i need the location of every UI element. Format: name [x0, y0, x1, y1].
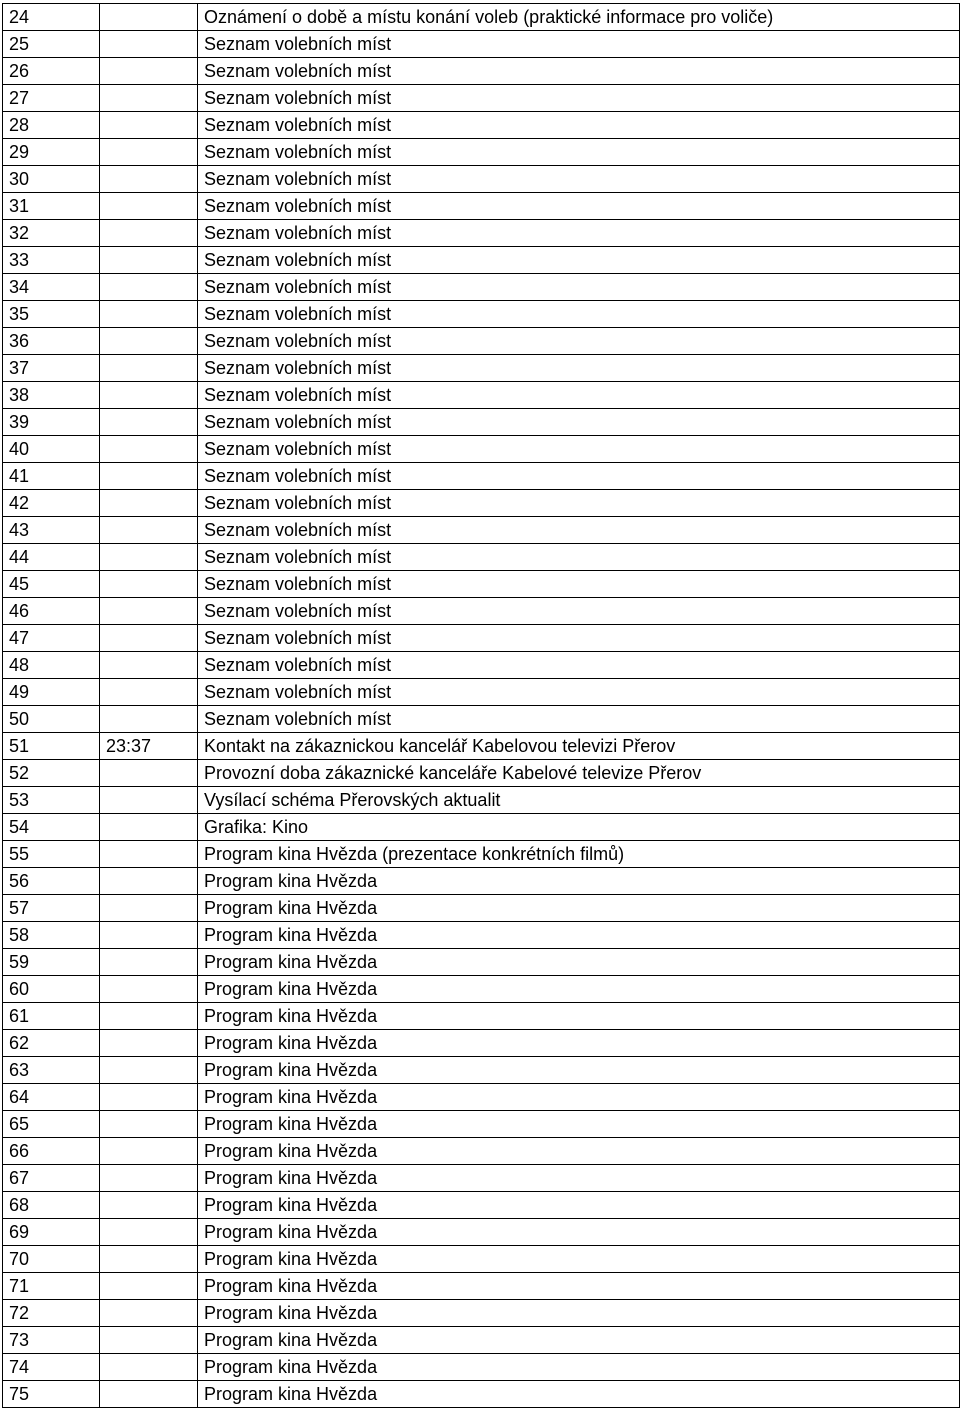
row-number: 55: [3, 841, 100, 868]
row-number: 74: [3, 1354, 100, 1381]
row-description: Seznam volebních míst: [198, 544, 960, 571]
row-time: [100, 193, 198, 220]
row-description: Oznámení o době a místu konání voleb (praktické informace pro voliče): [198, 4, 960, 31]
row-number: 37: [3, 355, 100, 382]
row-description: Seznam volebních míst: [198, 220, 960, 247]
schedule-table: [2, 3, 960, 1408]
row-number: 35: [3, 301, 100, 328]
row-time: [100, 868, 198, 895]
table-row: [3, 652, 960, 679]
row-description: Seznam volebních míst: [198, 301, 960, 328]
row-time: [100, 571, 198, 598]
row-time: [100, 922, 198, 949]
row-time: [100, 1084, 198, 1111]
table-row: [3, 193, 960, 220]
row-number: 47: [3, 625, 100, 652]
table-row: [3, 1192, 960, 1219]
table-row: [3, 733, 960, 760]
row-description: Program kina Hvězda: [198, 1057, 960, 1084]
table-row: [3, 166, 960, 193]
row-description: Program kina Hvězda: [198, 1381, 960, 1408]
row-number: 51: [3, 733, 100, 760]
table-row: [3, 31, 960, 58]
row-time: [100, 112, 198, 139]
table-row: [3, 382, 960, 409]
table-row: [3, 1057, 960, 1084]
row-number: 71: [3, 1273, 100, 1300]
row-description: Kontakt na zákaznickou kancelář Kabelovou televizi Přerov: [198, 733, 960, 760]
table-row: [3, 1138, 960, 1165]
table-row: [3, 976, 960, 1003]
row-time: [100, 787, 198, 814]
table-row: [3, 760, 960, 787]
table-row: [3, 490, 960, 517]
row-description: Seznam volebních míst: [198, 274, 960, 301]
table-row: [3, 517, 960, 544]
row-description: Seznam volebních míst: [198, 436, 960, 463]
table-row: [3, 1003, 960, 1030]
row-time: [100, 1246, 198, 1273]
row-time: [100, 31, 198, 58]
row-time: [100, 247, 198, 274]
row-number: 57: [3, 895, 100, 922]
table-row: [3, 1219, 960, 1246]
row-number: 44: [3, 544, 100, 571]
row-time: [100, 598, 198, 625]
row-number: 54: [3, 814, 100, 841]
row-description: Program kina Hvězda: [198, 1327, 960, 1354]
row-number: 42: [3, 490, 100, 517]
row-time: [100, 1165, 198, 1192]
table-row: [3, 247, 960, 274]
row-description: Seznam volebních míst: [198, 85, 960, 112]
table-row: [3, 1381, 960, 1408]
row-time: [100, 1030, 198, 1057]
table-row: [3, 1165, 960, 1192]
row-description: Seznam volebních míst: [198, 571, 960, 598]
row-number: 27: [3, 85, 100, 112]
row-number: 70: [3, 1246, 100, 1273]
row-description: Seznam volebních míst: [198, 166, 960, 193]
row-number: 36: [3, 328, 100, 355]
row-description: Program kina Hvězda: [198, 1273, 960, 1300]
row-number: 58: [3, 922, 100, 949]
row-number: 50: [3, 706, 100, 733]
row-description: Seznam volebních míst: [198, 355, 960, 382]
table-row: [3, 274, 960, 301]
row-number: 72: [3, 1300, 100, 1327]
table-row: [3, 112, 960, 139]
table-row: [3, 625, 960, 652]
row-number: 33: [3, 247, 100, 274]
row-time: [100, 1192, 198, 1219]
row-time: [100, 4, 198, 31]
row-time: [100, 85, 198, 112]
row-description: Seznam volebních míst: [198, 409, 960, 436]
row-description: Seznam volebních míst: [198, 517, 960, 544]
row-number: 56: [3, 868, 100, 895]
table-row: [3, 1327, 960, 1354]
table-row: [3, 85, 960, 112]
row-number: 59: [3, 949, 100, 976]
row-description: Program kina Hvězda: [198, 1300, 960, 1327]
row-time: [100, 841, 198, 868]
row-time: [100, 544, 198, 571]
row-number: 64: [3, 1084, 100, 1111]
row-description: Seznam volebních míst: [198, 382, 960, 409]
row-number: 68: [3, 1192, 100, 1219]
row-time: [100, 625, 198, 652]
row-time: [100, 1138, 198, 1165]
row-number: 49: [3, 679, 100, 706]
row-time: [100, 166, 198, 193]
row-number: 63: [3, 1057, 100, 1084]
row-description: Program kina Hvězda: [198, 1165, 960, 1192]
row-description: Program kina Hvězda: [198, 1084, 960, 1111]
row-description: Seznam volebních míst: [198, 598, 960, 625]
row-description: Seznam volebních míst: [198, 463, 960, 490]
row-number: 62: [3, 1030, 100, 1057]
row-time: [100, 139, 198, 166]
table-row: [3, 409, 960, 436]
row-description: Program kina Hvězda: [198, 1138, 960, 1165]
row-number: 26: [3, 58, 100, 85]
row-number: 25: [3, 31, 100, 58]
table-row: [3, 301, 960, 328]
row-time: [100, 1354, 198, 1381]
row-number: 41: [3, 463, 100, 490]
row-time: [100, 220, 198, 247]
table-row: [3, 1273, 960, 1300]
row-description: Program kina Hvězda: [198, 1219, 960, 1246]
table-row: [3, 787, 960, 814]
table-row: [3, 571, 960, 598]
row-number: 67: [3, 1165, 100, 1192]
row-number: 69: [3, 1219, 100, 1246]
row-description: Program kina Hvězda: [198, 949, 960, 976]
row-description: Program kina Hvězda: [198, 868, 960, 895]
table-row: [3, 949, 960, 976]
row-time: [100, 463, 198, 490]
row-description: Program kina Hvězda: [198, 976, 960, 1003]
schedule-table-body: [3, 4, 960, 1408]
table-row: [3, 598, 960, 625]
row-time: [100, 1327, 198, 1354]
row-description: Seznam volebních míst: [198, 58, 960, 85]
row-time: [100, 490, 198, 517]
row-number: 66: [3, 1138, 100, 1165]
row-description: Provozní doba zákaznické kanceláře Kabelové televize Přerov: [198, 760, 960, 787]
table-row: [3, 463, 960, 490]
row-time: [100, 1057, 198, 1084]
row-time: [100, 355, 198, 382]
row-description: Seznam volebních míst: [198, 328, 960, 355]
table-row: [3, 4, 960, 31]
row-time: [100, 976, 198, 1003]
row-description: Vysílací schéma Přerovských aktualit: [198, 787, 960, 814]
row-description: Seznam volebních míst: [198, 706, 960, 733]
row-description: Program kina Hvězda: [198, 1111, 960, 1138]
table-row: [3, 868, 960, 895]
table-row: [3, 1084, 960, 1111]
row-description: Seznam volebních míst: [198, 31, 960, 58]
table-row: [3, 1354, 960, 1381]
table-row: [3, 1111, 960, 1138]
table-row: [3, 139, 960, 166]
table-row: [3, 1246, 960, 1273]
row-description: Seznam volebních míst: [198, 679, 960, 706]
table-row: [3, 436, 960, 463]
table-row: [3, 220, 960, 247]
row-description: Seznam volebních míst: [198, 652, 960, 679]
row-description: Program kina Hvězda: [198, 1192, 960, 1219]
row-number: 61: [3, 1003, 100, 1030]
table-row: [3, 706, 960, 733]
row-number: 31: [3, 193, 100, 220]
row-description: Program kina Hvězda: [198, 1246, 960, 1273]
row-number: 65: [3, 1111, 100, 1138]
row-description: Program kina Hvězda (prezentace konkrétních filmů): [198, 841, 960, 868]
row-description: Seznam volebních míst: [198, 139, 960, 166]
row-time: [100, 1273, 198, 1300]
table-row: [3, 679, 960, 706]
table-row: [3, 841, 960, 868]
row-time: [100, 679, 198, 706]
row-number: 34: [3, 274, 100, 301]
row-time: [100, 706, 198, 733]
row-time: [100, 949, 198, 976]
row-time: [100, 517, 198, 544]
table-row: [3, 328, 960, 355]
row-time: [100, 436, 198, 463]
row-description: Program kina Hvězda: [198, 895, 960, 922]
row-number: 30: [3, 166, 100, 193]
table-row: [3, 895, 960, 922]
row-time: [100, 1111, 198, 1138]
row-time: [100, 895, 198, 922]
row-number: 32: [3, 220, 100, 247]
row-number: 48: [3, 652, 100, 679]
row-time: [100, 58, 198, 85]
row-description: Program kina Hvězda: [198, 1354, 960, 1381]
row-time: [100, 1003, 198, 1030]
row-time: [100, 1381, 198, 1408]
table-row: [3, 1300, 960, 1327]
row-number: 53: [3, 787, 100, 814]
row-number: 46: [3, 598, 100, 625]
table-row: [3, 544, 960, 571]
row-time: [100, 301, 198, 328]
table-row: [3, 58, 960, 85]
row-description: Seznam volebních míst: [198, 490, 960, 517]
row-time: [100, 652, 198, 679]
row-description: Program kina Hvězda: [198, 1030, 960, 1057]
row-number: 28: [3, 112, 100, 139]
row-number: 52: [3, 760, 100, 787]
row-description: Program kina Hvězda: [198, 1003, 960, 1030]
row-number: 60: [3, 976, 100, 1003]
row-time: [100, 409, 198, 436]
row-number: 39: [3, 409, 100, 436]
table-row: [3, 922, 960, 949]
row-number: 45: [3, 571, 100, 598]
row-number: 29: [3, 139, 100, 166]
row-time: [100, 1300, 198, 1327]
row-description: Grafika: Kino: [198, 814, 960, 841]
row-number: 24: [3, 4, 100, 31]
row-time: [100, 382, 198, 409]
row-number: 75: [3, 1381, 100, 1408]
row-description: Seznam volebních míst: [198, 247, 960, 274]
row-description: Seznam volebních míst: [198, 112, 960, 139]
row-description: Seznam volebních míst: [198, 625, 960, 652]
row-number: 73: [3, 1327, 100, 1354]
row-number: 40: [3, 436, 100, 463]
table-row: [3, 355, 960, 382]
row-time: [100, 760, 198, 787]
row-time: [100, 1219, 198, 1246]
row-description: Seznam volebních míst: [198, 193, 960, 220]
row-time: 23:37: [100, 733, 198, 760]
table-row: [3, 1030, 960, 1057]
row-number: 43: [3, 517, 100, 544]
row-description: Program kina Hvězda: [198, 922, 960, 949]
row-time: [100, 274, 198, 301]
row-time: [100, 814, 198, 841]
row-number: 38: [3, 382, 100, 409]
table-row: [3, 814, 960, 841]
row-time: [100, 328, 198, 355]
